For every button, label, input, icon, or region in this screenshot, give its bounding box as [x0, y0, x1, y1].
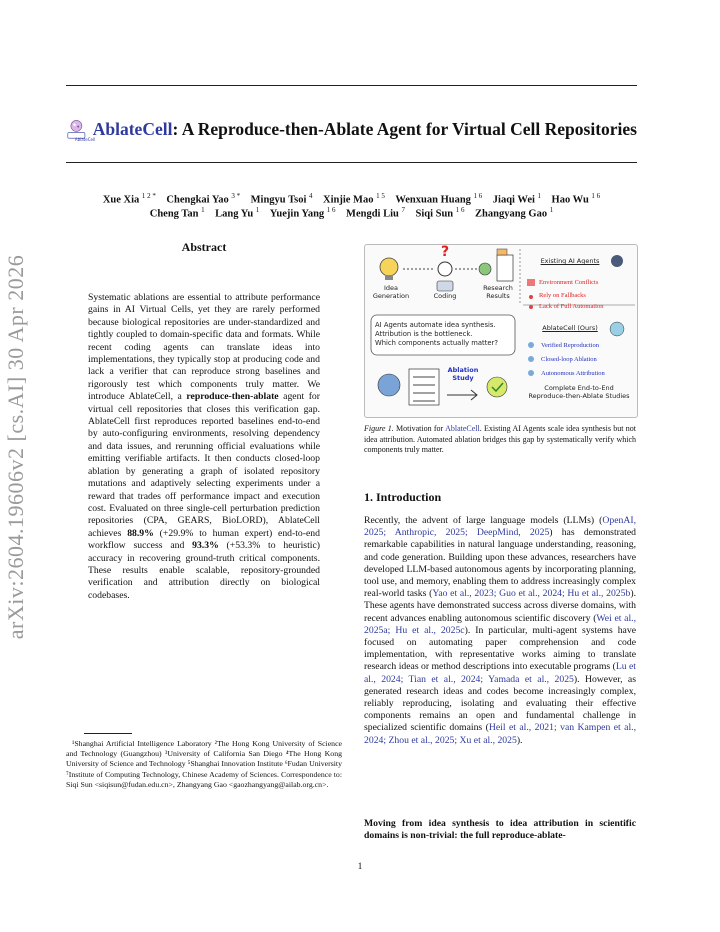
- author-name: Mingyu Tsoi: [250, 194, 307, 206]
- figure-1: [364, 244, 638, 418]
- success-bulb-icon: [487, 377, 507, 397]
- author-name: Yuejin Yang: [269, 208, 325, 220]
- author-name: Chengkai Yao: [166, 194, 229, 206]
- abstract-p1-bold: reproduce-then-ablate: [186, 391, 279, 403]
- citation-link[interactable]: Yao et al., 2023; Guo et al., 2024; Hu et al., 2025b: [432, 588, 631, 600]
- author-name: Xue Xia: [102, 194, 140, 206]
- intro-text: ).: [516, 734, 523, 746]
- caption-a: Motivation for: [393, 424, 446, 433]
- paper-title: [93, 119, 637, 140]
- author-affiliation: 1: [537, 192, 542, 200]
- fig-research-results: Research Results: [483, 284, 513, 300]
- introduction-body: [364, 515, 636, 747]
- author-affiliation: 1 5: [376, 192, 385, 200]
- affiliations-footnote: ¹Shanghai Artificial Intelligence Laboratory ²The Hong Kong University of Science and Technology (Guangzhou) ³University of California San Diego ⁴The Hong Kong University of Science and Technology ⁵Shanghai Innovation Institute ⁶Fudan University ⁷Institute of Computing Technology, Chinese Academy of Sciences. Correspondence to: Siqi Sun <siqisun@fudan.edu.cn>, Zhangyang Gao <gaozhangyang@ailab.org.cn>.: [66, 739, 342, 789]
- author-name: Lang Yu: [215, 208, 254, 220]
- fig-ablation-study: Ablation Study: [447, 366, 479, 382]
- conflict-icon: [527, 279, 535, 286]
- arxiv-stamp: arXiv:2604.19606v2 [cs.AI] 30 Apr 2026: [3, 254, 28, 640]
- author-affiliation: 1: [255, 206, 260, 214]
- author-name: Jiaqi Wei: [492, 194, 535, 206]
- citation-link[interactable]: Heil et al., 2021; van Kampen et al., 2024; Zhou et al., 2025; Xu et al., 2025: [364, 722, 636, 746]
- author-affiliation: 1 6: [591, 192, 601, 200]
- abstract-p3: (+29.9% to human expert) end-to-end workflow success and: [88, 527, 320, 552]
- fig-feature-3: Autonomous Attribution: [541, 370, 605, 377]
- abstract-b1: 88.9%: [127, 527, 154, 539]
- caption-app-link[interactable]: AblateCell: [445, 424, 480, 433]
- page-number: 1: [357, 862, 363, 872]
- arrow-icon: [447, 390, 477, 400]
- idea-bulb-icon: [380, 258, 398, 276]
- caption-label: Figure 1.: [364, 424, 394, 433]
- author-affiliation: 1: [201, 206, 205, 214]
- title-rule: [66, 162, 637, 163]
- author-name: Cheng Tan: [149, 208, 199, 220]
- abstract-p2: agent for virtual cell repositories that closes this verification gap. AblateCell first reproduces reported baselines end-to-end by auto-configuring environments, resolving dependency and data issues, and rerunning official evaluations while emitting verifiable artifacts. It then conducts closed-loop ablation by generating a graph of isolated repository mutations and adaptively selecting experiments under a reward that trades off performance impact and execution cost. Evaluated on three single-cell perturbation prediction repositories (CPA, GEARS, BioLORD), AblateCell achieves: [88, 391, 320, 539]
- fig-issue-2: Rely on Fallbacks: [539, 292, 586, 299]
- author-name: Mengdi Liu: [346, 208, 399, 220]
- paper-title-row: [66, 112, 637, 146]
- fig-idea-generation: Idea Generation: [372, 284, 410, 300]
- citation-link[interactable]: Lu et al., 2024; Tian et al., 2024; Yamada et al., 2025: [364, 661, 636, 685]
- fig-issue-3: Lack of Full Automation: [539, 303, 604, 310]
- fig-complete-studies: Complete End-to-End Reproduce-then-Ablate Studies: [528, 384, 630, 400]
- abstract-p1: Systematic ablations are essential to attribute performance gains in AI Virtual Cells, yet they are rarely performed because biological repositories are under-standardized and tightly coupled to domain-specific data and formats. While recent coding agents can translate ideas into implementations, they typically stop at producing code and lack a verifier that can reproduce strong baselines and rigorously test which components truly matter. We introduce AblateCell, a: [88, 292, 320, 403]
- footnote-rule: [84, 733, 132, 734]
- author-name: Xinjie Mao: [323, 194, 374, 206]
- intro-text: ). In particular, multi-agent systems have focused on automating paper comprehension and code implementation, with representative works aiming to translate research ideas or method descriptions into executable programs (: [364, 624, 636, 673]
- figure-1-caption: [364, 424, 636, 456]
- author-name: Siqi Sun: [415, 208, 454, 220]
- fig-speech-text: AI Agents automate idea synthesis. Attribution is the bottleneck. Which components actually matter?: [375, 321, 498, 347]
- code-icon: [438, 262, 452, 276]
- author-affiliation: 1 6: [326, 206, 336, 214]
- author-name: Wenxuan Huang: [395, 194, 471, 206]
- results-list-icon: [497, 255, 513, 281]
- author-affiliation: 1: [549, 206, 554, 214]
- fig-feature-1: Verified Reproduction: [541, 342, 599, 349]
- author-affiliation: 7: [401, 206, 405, 214]
- author-affiliation: 1 6: [473, 192, 483, 200]
- citation-link[interactable]: Wei et al., 2025a; Hu et al., 2025c: [364, 612, 636, 636]
- fig-question-mark: ?: [440, 244, 450, 260]
- fig-ablatecell-ours: AblateCell (Ours): [542, 324, 598, 332]
- researcher-icon: [378, 374, 400, 396]
- introduction-heading: 1. Introduction: [364, 490, 442, 504]
- abstract-body: [88, 292, 320, 602]
- top-rule: [66, 85, 637, 86]
- fig-issue-1: Environment Conflicts: [539, 279, 599, 286]
- author-name: Hao Wu: [551, 194, 589, 206]
- title-rest: : A Reproduce-then-Ablate Agent for Virtual Cell Repositories: [172, 118, 637, 139]
- author-affiliation: 1 6: [455, 206, 465, 214]
- gear-icon: [479, 263, 491, 275]
- intro-text: ). However, as generated research ideas and codes become increasingly complex, reliably reproducing, isolating and evaluating their effective components remains an open and fundamental challenge in specialized scientific domains (: [364, 673, 636, 734]
- abstract-b2: 93.3%: [192, 540, 219, 552]
- introduction-bold-paragraph: Moving from idea synthesis to idea attribution in scientific domains is non-trivial: the full reproduce-ablate-: [364, 818, 636, 842]
- intro-text: ) has demonstrated remarkable capabilities in natural language understanding, reasoning, and code generation. Building upon these advances, researchers have developed LLM-based autonomous agents by incorporating planning, tool use, and memory, enabling them to address increasingly complex real-world tasks (: [364, 527, 637, 600]
- ours-robot-icon: [610, 322, 624, 336]
- checklist-icon: [409, 369, 439, 405]
- fig-coding: Coding: [433, 292, 457, 300]
- abstract-p4: (+53.3% to heuristic) accuracy in recovering ground-truth critical components. These results enable scalable, repository-grounded verification and attribution directly on biological codebases.: [88, 540, 320, 601]
- author-affiliation: 3 *: [231, 192, 241, 200]
- title-app-name: AblateCell: [92, 118, 173, 139]
- caption-b: . Existing AI Agents scale idea synthesis but not idea attribution. Automated ablation bridges this gap by systematically verify which components truly matter.: [364, 424, 636, 454]
- citation-link[interactable]: OpenAI, 2025; Anthropic, 2025; DeepMind, 2025: [364, 515, 636, 539]
- existing-agent-robot-icon: [611, 255, 623, 267]
- fig-existing-agents: Existing AI Agents: [540, 257, 600, 265]
- logo-text: AblateCell: [74, 137, 96, 142]
- robot-coding-icon: [437, 281, 453, 291]
- author-name: Zhangyang Gao: [475, 208, 548, 220]
- author-affiliation: 4: [309, 192, 313, 200]
- abstract-heading: Abstract: [181, 240, 227, 254]
- intro-text: Recently, the advent of large language models (LLMs) (: [364, 515, 603, 526]
- author-affiliation: 1 2 *: [141, 192, 156, 200]
- authors-line-2: [66, 203, 637, 222]
- fig-feature-2: Closed-loop Ablation: [541, 356, 597, 363]
- intro-text: ). These agents have demonstrated success across diverse domains, with recent advances enabling autonomous scientific discovery (: [364, 588, 636, 624]
